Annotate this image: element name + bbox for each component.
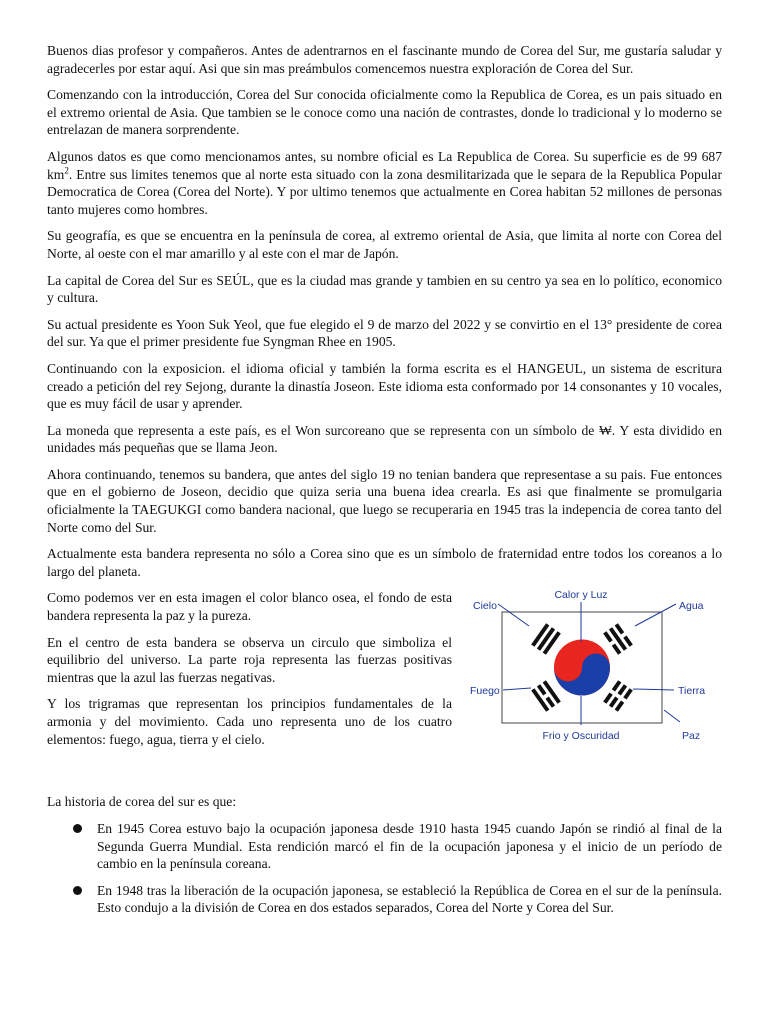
list-item-text: En 1948 tras la liberación de la ocupación japonesa, se estableció la República de Corea en el sur de la península. Esto condujo a la división de Corea en dos estados separados, Corea del Norte y Corea del Sur. <box>97 882 722 916</box>
label-tierra: Tierra <box>678 685 706 698</box>
list-item-text: En 1945 Corea estuvo bajo la ocupación japonesa desde 1910 hasta 1945 cuando Japón se rindió al final de la Segunda Guerra Mundial. Esta rendición marcó el fin de la ocupación japonesa y el inicio de un período de cambio en la península coreana. <box>97 821 722 872</box>
flag-description <box>47 589 452 757</box>
paragraph-president: Su actual presidente es Yoon Suk Yeol, que fue elegido el 9 de marzo del 2022 y se convirtio en el 13° presidente de corea del sur. Ya que el primer presidente fue Syngman Rhee en 1905. <box>47 316 722 350</box>
paragraph-flag-circle: En el centro de esta bandera se observa un circulo que simboliza el equilibrio del universo. La parte roja representa las fuerzas positivas mientras que la azul las fuerzas negativas. <box>47 634 452 685</box>
label-paz: Paz <box>682 730 701 743</box>
history-title: La historia de corea del sur es que: <box>47 794 237 810</box>
label-frio-y-oscuridad: Frio y Oscuridad <box>542 730 620 743</box>
flag-section <box>47 589 722 763</box>
paragraph-geography: Su geografía, es que se encuentra en la península de corea, al extremo oriental de Asia, que limita al norte con Corea del Norte, al oeste con el mar amarillo y al este con el mar de Japón. <box>47 228 722 261</box>
paragraph-flag-trigrams: Y los trigramas que representan los principios fundamentales de la armonia y del movimiento. Cada uno representa uno de los cuatro elementos: fuego, agua, tierra y el cielo. <box>47 696 452 747</box>
paragraph-introduction: Comenzando con la introducción, Corea del Sur conocida oficialmente como la Republica de Corea, es un pais situado en el extremo oriental de Asia. Que tambien se le conoce como una nación de contrastes, donde lo tradicional y lo moderno se entrelazan de manera sorprendente. <box>47 87 722 138</box>
paragraph-flag-white: Como podemos ver en esta imagen el color blanco osea, el fondo de esta bandera representa la paz y la pureza. <box>47 590 452 624</box>
paragraph-flag-meaning: Actualmente esta bandera representa no sólo a Corea sino que es un símbolo de fraternidad entre todos los coreanos a lo largo del planeta. <box>47 546 722 579</box>
paragraph-data-part1: Algunos datos es que como mencionamos antes, su nombre oficial es La Republica de Corea. Su superficie es de 99 687 km <box>47 148 722 182</box>
label-fuego: Fuego <box>470 685 500 698</box>
paragraph-greeting: Buenos dias profesor y compañeros. Antes de adentrarnos en el fascinante mundo de Corea del Sur, me gustaría saludar y agradecerles por estar aquí. Asi que sin mas preámbulos comencemos nuestra exploración de Corea del Sur. <box>47 43 722 76</box>
label-calor-y-luz: Calor y Luz <box>554 589 608 602</box>
bullet-dot-icon <box>73 824 82 833</box>
paragraph-language: Continuando con la exposicion. el idioma oficial y también la forma escrita es el HANGEUL, un sistema de escritura creado a petición del rey Sejong, durante la dinastía Joseon. Este idioma esta conformado por 14 consonantes y 10 vocales, que es muy fácil de usar y aprender. <box>47 360 722 412</box>
label-agua: Agua <box>679 600 704 613</box>
taegukgi-figure <box>467 584 722 744</box>
paragraph-data-part2: . Entre sus limites tenemos que al norte esta situado con la zona desmilitarizada que le separa de la Republica Popular Democratica de Corea (Corea del Norte). Y por ultimo tenemos que actualmente en Corea habitan 52 millones de personas tanto mujeres como hombres. <box>47 166 722 217</box>
flag-diagram <box>467 584 722 744</box>
paragraph-capital: La capital de Corea del Sur es SEÚL, que es la ciudad mas grande y tambien en su centro ya sea en lo político, economico y cultura. <box>47 272 722 306</box>
taegeuk-circle-icon <box>554 640 610 696</box>
paragraph-currency: La moneda que representa a este país, es el Won surcoreano que se representa con un símbolo de ₩. Y esta dividido en unidades más pequeñas que se llama Jeon. <box>47 422 722 456</box>
paragraph-data <box>47 148 722 218</box>
list-item <box>47 820 722 873</box>
document-body <box>47 42 722 926</box>
history-list <box>47 820 722 917</box>
km-superscript: 2 <box>64 165 69 176</box>
bullet-dot-icon <box>73 886 82 895</box>
paragraph-flag-history: Ahora continuando, tenemos su bandera, que antes del siglo 19 no tenian bandera que representase a su pais. Fue entonces que en el gobierno de Joseon, decidio que quiza seria una buena idea crearla. Es asi que finalmente se promulgaria oficialmente la TAEGUKGI como bandera nacional, que luego se recuperaria en 1945 tras la indepencia de corea tanto del Norte como del Sur. <box>47 466 722 535</box>
list-item <box>47 882 722 917</box>
label-cielo: Cielo <box>473 600 497 613</box>
